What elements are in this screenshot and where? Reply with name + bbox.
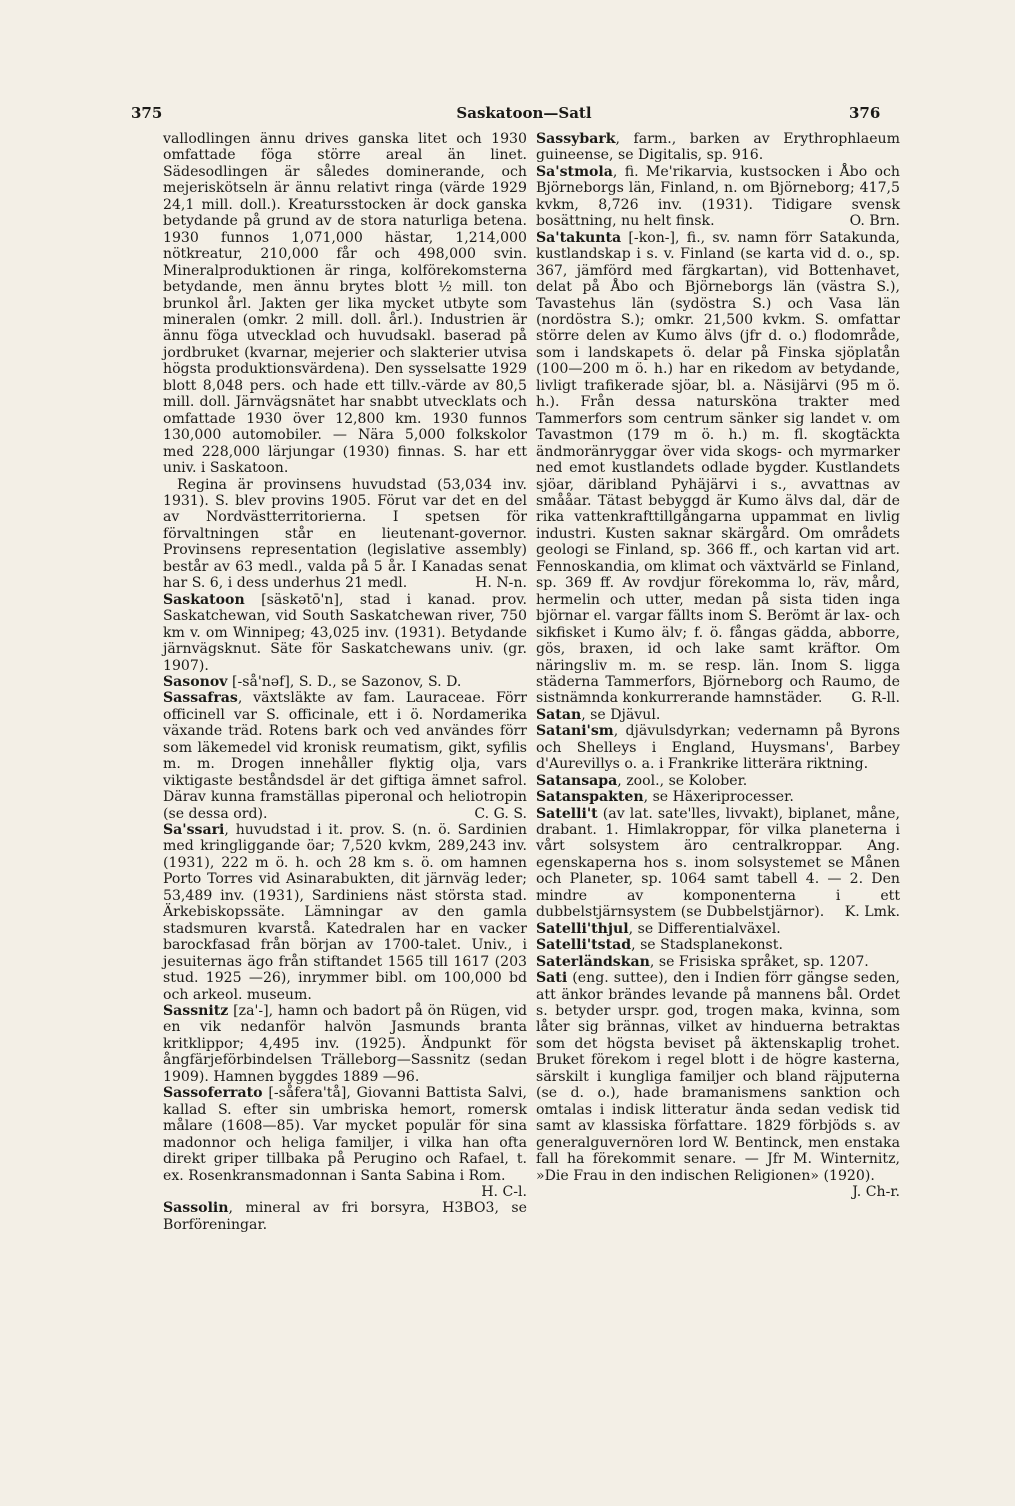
headword: Sassybark xyxy=(536,131,616,147)
article-entry xyxy=(536,789,900,805)
running-title: Saskatoon—Satl xyxy=(456,104,592,122)
article-entry xyxy=(536,921,900,937)
article-entry xyxy=(163,1200,527,1233)
article-entry xyxy=(536,937,900,953)
author-signature: G. R-ll. xyxy=(851,690,900,707)
headword: Saterländskan xyxy=(536,953,650,970)
left-column xyxy=(163,131,527,1233)
article-text: , farm., barken av Erythrophlaeum guineense, se Digitalis, sp. 916. xyxy=(536,131,900,164)
page-number-left: 375 xyxy=(131,104,163,122)
headword: Sassnitz xyxy=(163,1003,229,1020)
headword: Satelli't xyxy=(536,805,598,822)
headword: Sasonov xyxy=(163,673,228,690)
headword: Satani'sm xyxy=(536,723,614,740)
author-signature: J. Ch-r. xyxy=(852,1184,900,1200)
article-text: , se Frisiska språket, sp. 1207. xyxy=(649,953,869,970)
article-text: Regina är provinsens huvudstad (53,034 inv. 1931). S. blev provins 1905. Förut var det en del av Nordvästterritorierna. I spetsen för förvaltningen står en lieutenant-governor. Provinsens representation (legislative assembly) består av 63 medl., valda på 5 år. I Kanadas senat har S. 6, i dess underhus 21 medl. xyxy=(163,476,527,592)
article-text: , växtsläkte av fam. Lauraceae. Förr officinell var S. officinale, ett i ö. Nordamerika växande träd. Rotens bark och ved användes förr som läkemedel vid kronisk reumatism, gikt, syfilis m. m. Drogen innehåller flyktig olja, vars viktigaste beståndsdel är det giftiga ämnet safrol. Därav kunna framställas piperonal och heliotropin (se dessa ord). xyxy=(163,690,527,822)
headword: Sa'ssari xyxy=(163,822,225,839)
article-entry xyxy=(536,164,900,230)
article-entry xyxy=(536,806,900,921)
article-text: , se Häxeriprocesser. xyxy=(643,789,794,806)
article-entry xyxy=(163,131,527,477)
article-text: (eng. suttee), den i Indien förr gängse seden, att änkor brändes levande på mannens bål. Ordet s. betyder urspr. god, trogen maka, kvinna, som låter sig brännas, vilket av hinduerna betraktas som det högsta beviset på äktenskaplig trohet. Bruket förekom i regel blott i de högre kasterna, särskilt i kungliga familjer och bland räjputerna (se d. o.), hade bramanismens sanktion och omtalas i indisk litteratur ända sedan vedisk tid samt av klassiska författare. 1829 förbjöds s. av generalguvernören lord W. Bentinck, men enstaka fall ha förekommit senare. — Jfr M. Winternitz, »Die Frau in den indischen Religionen» (1920). xyxy=(536,970,900,1184)
article-text: , mineral av fri borsyra, H3BO3, se Borföreningar. xyxy=(163,1200,527,1233)
author-signature: C. G. S. xyxy=(474,805,527,822)
article-entry xyxy=(536,131,900,164)
article-entry xyxy=(536,773,900,789)
page-number-right: 376 xyxy=(849,104,881,122)
article-text: vallodlingen ännu drives ganska litet och 1930 omfattade föga större areal än linet. Sädesodlingen är således dominerande, och mejeriskötseln är ännu relativt ringa (värde 1929 24,1 mill. doll.). Kreatursstocken är dock ganska betydande på grund av de stora naturliga betena. 1930 funnos 1,071,000 hästar, 1,214,000 nötkreatur, 210,000 får och 498,000 svin. Mineralproduktionen är ringa, kolförekomsterna betydande, men ännu brytes blott ½ mill. ton brunkol årl. Jakten ger lika mycket utbyte som mineralen (omkr. 2 mill. doll. årl.). Industrien är ännu föga utvecklad och huvudsakl. baserad på jordbruket (kvarnar, mejerier och slakterier utvisa högsta produktionsvärdena). Den sysselsatte 1929 blott 8,048 pers. och hade ett tillv.-värde av 80,5 mill. doll. Järnvägsnätet har snabbt utvecklats och omfattade 1930 över 12,800 km. 1930 funnos 130,000 automobiler. — Nära 5,000 folkskolor med 228,000 lärjungar (1930) finnas. S. har ett univ. i Saskatoon. xyxy=(163,131,527,477)
article-text: [-kon-], fi., sv. namn förr Satakunda, kustlandskap i s. v. Finland (se karta vid d. o., sp. 367, jämförd med färgkartan), vid Bottenhavet, delat på Åbo och Björneborgs län (västra S.), Tavastehus län (sydöstra S.) och Vasa län (nordöstra S.); omkr. 21,500 kvkm. S. omfattar större delen av Kumo älvs (jfr d. o.) flodområde, som i landskapets ö. delar på Finska sjöplatån (100—200 m ö. h.) har en rikedom av betydande, livligt trafikerade sjöar, bl. a. Näsijärvi (95 m ö. h.). Från dessa natursköna trakter med Tammerfors som centrum sänker sig landet v. om Tavastmon (179 m ö. h.) m. fl. skogtäckta ändmoränryggar över vida skogs- och myrmarker ned emot kustlandets odlade bygder. Kustlandets sjöar, däribland Pyhäjärvi i s., avvattnas av smååar. Tätast bebyggd är Kumo älvs dal, där de rika vattenkrafttillgångarna uppammat en livlig industri. Kusten saknar skärgård. Om områdets geologi se Finland, sp. 366 ff., och kartan vid art. Fennoskandia, om klimat och växtvärld se Finland, sp. 369 ff. Av rovdjur förekomma lo, räv, mård, hermelin och utter, medan på sista tiden inga björnar el. vargar fällts inom S. Berömt är lax- och sikfisket i Kumo älv; f. ö. fångas gädda, abborre, gös, braxen, id och lake samt kräftor. Om näringsliv m. m. se resp. län. Inom S. ligga städerna Tammerfors, Björneborg och Raumo, de sistnämnda konkurrerande hamnstäder. xyxy=(536,229,900,707)
article-text: , se Differentialväxel. xyxy=(628,920,781,937)
headword: Sassolin xyxy=(163,1200,229,1217)
article-text: , djävulsdyrkan; vedernamn på Byrons och Shelleys i England, Huysmans', Barbey d'Aurevillys o. a. i Frankrike litterära riktning. xyxy=(536,723,900,773)
headword: Sa'takunta xyxy=(536,229,622,246)
article-entry xyxy=(163,822,527,1003)
author-signature: H. N-n. xyxy=(475,575,527,592)
article-text: (av lat. sate'lles, livvakt), biplanet, måne, drabant. 1. Himlakroppar, för vilka planeterna i vårt solsystem äro centralkroppar. Ang. egenskaperna hos s. inom solsystemet se Månen och Planeter, sp. 1064 samt tabell 4. — 2. Den mindre av komponenterna i ett dubbelstjärnsystem (se Dubbelstjärnor). xyxy=(536,805,900,921)
headword: Satansapa xyxy=(536,772,618,789)
headword: Satanspakten xyxy=(536,789,644,806)
article-entry xyxy=(536,230,900,707)
headword: Satelli'tstad xyxy=(536,937,632,954)
article-entry xyxy=(536,970,900,1200)
article-entry xyxy=(536,723,900,772)
article-text: [säskətō'n], stad i kanad. prov. Saskatchewan, vid South Saskatchewan river, 750 km v. om Winnipeg; 43,025 inv. (1931). Betydande järnvägsknut. Säte för Saskatchewans univ. (gr. 1907). xyxy=(163,591,527,674)
article-entry xyxy=(163,1003,527,1085)
article-entry xyxy=(163,690,527,822)
article-entry xyxy=(536,954,900,970)
article-entry xyxy=(536,707,900,723)
author-signature: H. C-l. xyxy=(481,1184,527,1200)
author-signature: O. Brn. xyxy=(849,213,900,230)
page-header xyxy=(0,104,1015,130)
headword: Sassoferrato xyxy=(163,1085,263,1102)
headword: Sa'stmola xyxy=(536,163,613,180)
headword: Saskatoon xyxy=(163,591,245,608)
headword: Sassafras xyxy=(163,690,238,707)
article-text: [-såfera'tå], Giovanni Battista Salvi, kallad S. efter sin umbriska hemort, romersk målare (1608—85). Var mycket populär för sina madonnor och heliga familjer, i vilka han ofta direkt griper tillbaka på Perugino och Rafael, t. ex. Rosenkransmadonnan i Santa Sabina i Rom. xyxy=(163,1085,527,1184)
article-entry xyxy=(163,1085,527,1200)
article-entry xyxy=(163,674,527,690)
article-text: , fi. Me'rikarvia, kustsocken i Åbo och Björneborgs län, Finland, n. om Björneborg; 417,5 kvkm, 8,726 inv. (1931). Tidigare svensk bosättning, nu helt finsk. xyxy=(536,163,900,230)
article-entry xyxy=(163,592,527,674)
headword: Satan xyxy=(536,706,582,723)
article-entry xyxy=(163,477,527,592)
article-text: , zool., se Kolober. xyxy=(617,772,748,789)
headword: Satelli'thjul xyxy=(536,920,629,937)
article-text: [-så'nəf], S. D., se Sazonov, S. D. xyxy=(227,673,462,690)
article-text: [za'-], hamn och badort på ön Rügen, vid en vik nedanför halvön Jasmunds branta kritklippor; 4,495 inv. (1925). Ändpunkt för ångfärjeförbindelsen Trälleborg—Sassnitz (sedan 1909). Hamnen byggdes 1889 —96. xyxy=(163,1003,527,1085)
article-text: , se Djävul. xyxy=(581,706,661,723)
article-text: , se Stadsplanekonst. xyxy=(631,937,783,954)
right-column xyxy=(536,131,900,1200)
author-signature: K. Lmk. xyxy=(844,904,900,921)
headword: Sati xyxy=(536,970,568,987)
article-text: , huvudstad i it. prov. S. (n. ö. Sardinien med kringliggande öar; 7,520 kvkm, 289,243 inv. (1931), 222 m ö. h. och 28 km s. ö. om hamnen Porto Torres vid Asinarabukten, dit järnväg leder; 53,489 inv. (1931), Sardiniens näst största stad. Ärkebiskopssäte. Lämningar av den gamla stadsmuren kvarstå. Katedralen har en vacker barockfasad från början av 1700-talet. Univ., i jesuiternas ägo från stiftandet 1565 till 1617 (203 stud. 1925 —26), inrymmer bibl. om 100,000 bd och arkeol. museum. xyxy=(163,822,527,1003)
